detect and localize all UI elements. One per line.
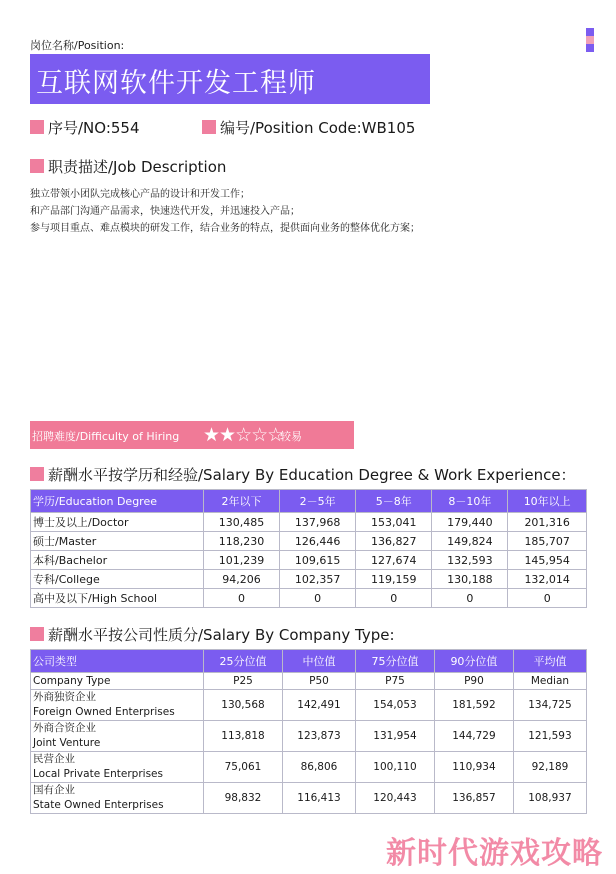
watermark-text: 新时代游戏攻略 — [386, 836, 603, 871]
table-cell: 101,239 — [204, 551, 280, 570]
job-line: 独立带领小团队完成核心产品的设计和开发工作； — [30, 189, 250, 200]
table-cell: 75,061 — [204, 752, 283, 783]
table-cell: 硕士/Master — [31, 532, 204, 551]
salary-education-table — [30, 489, 587, 608]
number-field — [30, 117, 140, 138]
job-description-list — [30, 186, 420, 237]
column-header: 5－8年 — [356, 490, 432, 513]
table-cell: P90 — [434, 673, 513, 690]
column-header: 2年以下 — [204, 490, 280, 513]
salary-company-table — [30, 649, 587, 814]
table-cell: 130,188 — [432, 570, 508, 589]
table-row — [31, 589, 587, 608]
company-type-cn: 国有企业 — [33, 784, 75, 796]
job-line: 参与项目重点、难点模块的研发工作，结合业务的特点，提供面向业务的整体优化方案； — [30, 223, 420, 234]
table-cell — [31, 721, 204, 752]
table-cell: 113,818 — [204, 721, 283, 752]
table-cell: 123,873 — [282, 721, 355, 752]
company-type-en: State Owned Enterprises — [33, 799, 164, 811]
table-cell: 108,937 — [513, 783, 586, 814]
company-type-en: Joint Venture — [33, 737, 101, 749]
column-header: 学历/Education Degree — [31, 490, 204, 513]
table-cell: 博士及以上/Doctor — [31, 513, 204, 532]
column-header: 公司类型 — [31, 650, 204, 673]
table-header-row — [31, 650, 587, 673]
table-cell: P75 — [356, 673, 435, 690]
table-cell: 131,954 — [356, 721, 435, 752]
table-cell: Median — [513, 673, 586, 690]
table-header-row — [31, 490, 587, 513]
table-cell: 102,357 — [280, 570, 356, 589]
table-cell: 本科/Bachelor — [31, 551, 204, 570]
table-cell: 119,159 — [356, 570, 432, 589]
table-cell: Company Type — [31, 673, 204, 690]
table-cell: P25 — [204, 673, 283, 690]
table-cell: 145,954 — [508, 551, 587, 570]
table-cell: 154,053 — [356, 690, 435, 721]
table-cell — [31, 752, 204, 783]
table-cell: 144,729 — [434, 721, 513, 752]
table-row — [31, 551, 587, 570]
table-cell: 109,615 — [280, 551, 356, 570]
salary-company-heading — [30, 624, 395, 645]
bullet-square-icon — [202, 120, 216, 134]
bullet-square-icon — [30, 627, 44, 641]
table-cell: 0 — [356, 589, 432, 608]
salary-company-heading-text: 薪酬水平按公司性质分/Salary By Company Type: — [48, 626, 395, 644]
table-row — [31, 752, 587, 783]
table-cell: 92,189 — [513, 752, 586, 783]
position-label: 岗位名称/Position: — [30, 39, 125, 52]
column-header: 90分位值 — [434, 650, 513, 673]
table-cell: 86,806 — [282, 752, 355, 783]
table-cell: 136,857 — [434, 783, 513, 814]
company-type-cn: 民营企业 — [33, 753, 75, 765]
number-text: 序号/NO:554 — [48, 119, 140, 137]
table-row — [31, 690, 587, 721]
column-header: 平均值 — [513, 650, 586, 673]
table-cell: 0 — [432, 589, 508, 608]
table-cell: 142,491 — [282, 690, 355, 721]
table-cell: 100,110 — [356, 752, 435, 783]
hiring-difficulty-label: 招聘难度/Difficulty of Hiring — [32, 430, 180, 443]
table-row — [31, 721, 587, 752]
column-header: 2－5年 — [280, 490, 356, 513]
salary-education-heading — [30, 464, 576, 485]
table-cell: 118,230 — [204, 532, 280, 551]
table-cell: 120,443 — [356, 783, 435, 814]
salary-education-heading-text: 薪酬水平按学历和经验/Salary By Education Degree & Work Experience： — [48, 466, 576, 484]
bullet-square-icon — [30, 159, 44, 173]
column-header: 10年以上 — [508, 490, 587, 513]
table-cell: 121,593 — [513, 721, 586, 752]
table-cell: 185,707 — [508, 532, 587, 551]
page-title: 互联网软件开发工程师 — [36, 68, 316, 99]
star-rating-icon: ★★☆☆☆ — [203, 424, 284, 446]
bullet-square-icon — [30, 467, 44, 481]
table-cell: 98,832 — [204, 783, 283, 814]
column-header: 8－10年 — [432, 490, 508, 513]
table-cell: 专科/College — [31, 570, 204, 589]
position-code-text: 编号/Position Code:WB105 — [220, 119, 416, 137]
table-cell: 高中及以下/High School — [31, 589, 204, 608]
column-header: 75分位值 — [356, 650, 435, 673]
table-cell: 134,725 — [513, 690, 586, 721]
job-description-heading — [30, 156, 226, 177]
column-header: 中位值 — [282, 650, 355, 673]
table-cell: 132,014 — [508, 570, 587, 589]
table-cell: 201,316 — [508, 513, 587, 532]
table-row — [31, 570, 587, 589]
table-row — [31, 783, 587, 814]
table-cell: 153,041 — [356, 513, 432, 532]
table-cell: 0 — [204, 589, 280, 608]
hiring-difficulty-level: 较易 — [280, 430, 302, 443]
table-cell: 132,593 — [432, 551, 508, 570]
company-type-en: Local Private Enterprises — [33, 768, 163, 780]
table-row — [31, 532, 587, 551]
table-cell: 116,413 — [282, 783, 355, 814]
table-cell: 136,827 — [356, 532, 432, 551]
table-cell: 126,446 — [280, 532, 356, 551]
company-type-cn: 外商合资企业 — [33, 722, 96, 734]
table-cell: 0 — [280, 589, 356, 608]
table-cell — [31, 783, 204, 814]
table-cell: 179,440 — [432, 513, 508, 532]
table-cell — [31, 690, 204, 721]
company-type-cn: 外商独资企业 — [33, 691, 96, 703]
table-cell: 94,206 — [204, 570, 280, 589]
table-cell: 149,824 — [432, 532, 508, 551]
table-cell: 130,568 — [204, 690, 283, 721]
table-row — [31, 513, 587, 532]
hiring-difficulty-bar — [30, 421, 354, 449]
title-banner — [30, 54, 430, 104]
table-row — [31, 673, 587, 690]
table-cell: 127,674 — [356, 551, 432, 570]
job-line: 和产品部门沟通产品需求，快速迭代开发，并迅速投入产品； — [30, 206, 300, 217]
table-cell: 130,485 — [204, 513, 280, 532]
column-header: 25分位值 — [204, 650, 283, 673]
position-code-field — [202, 117, 415, 138]
table-cell: P50 — [282, 673, 355, 690]
company-type-en: Foreign Owned Enterprises — [33, 706, 175, 718]
table-cell: 181,592 — [434, 690, 513, 721]
table-cell: 0 — [508, 589, 587, 608]
job-description-heading-text: 职责描述/Job Description — [48, 158, 227, 176]
table-cell: 110,934 — [434, 752, 513, 783]
table-cell: 137,968 — [280, 513, 356, 532]
bullet-square-icon — [30, 120, 44, 134]
side-marker — [586, 28, 594, 52]
